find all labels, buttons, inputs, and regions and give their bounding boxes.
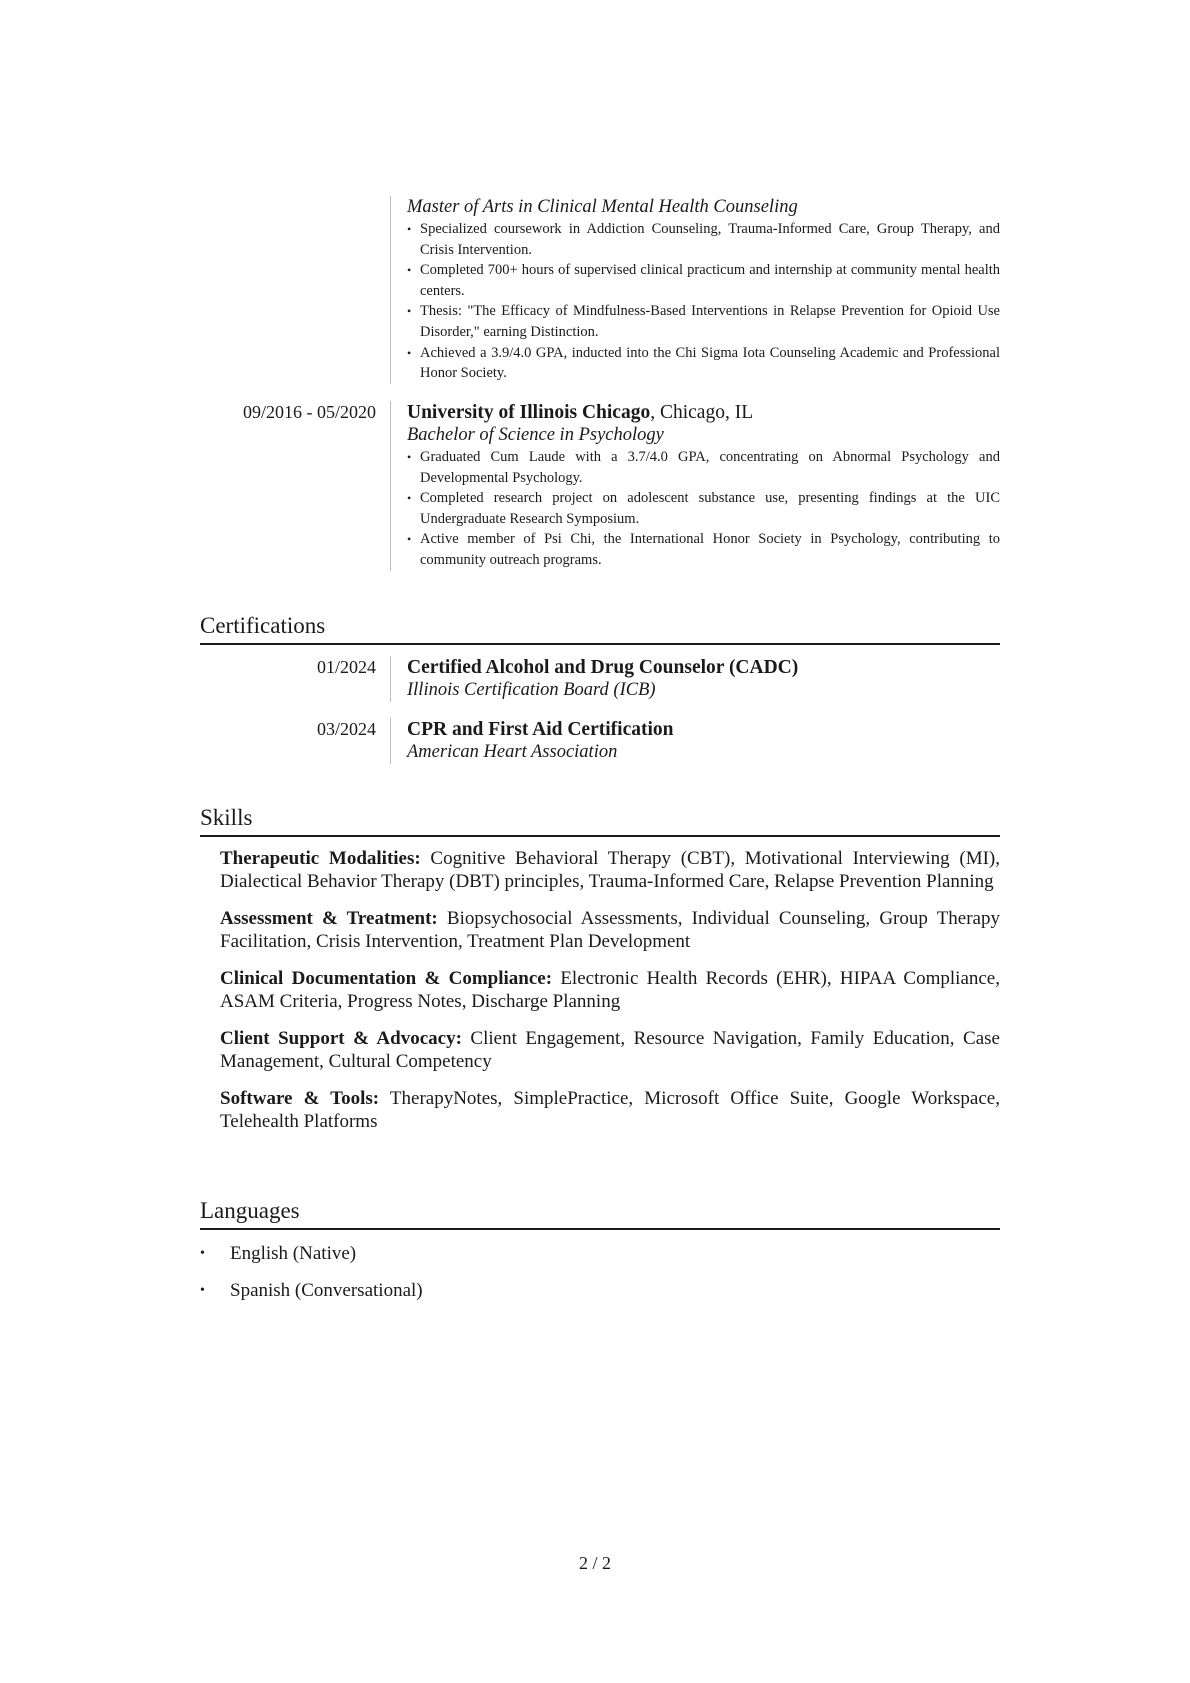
certification-issuer: Illinois Certification Board (ICB) (407, 680, 656, 700)
section-title-skills: Skills (200, 804, 1000, 837)
language-item: • English (Native) (200, 1242, 1000, 1265)
institution-line (407, 401, 1000, 424)
skill-text: TherapyNotes, SimplePractice, Microsoft Office Suite, Google Workspace, Telehealth Platforms (220, 1088, 1000, 1132)
institution-name: University of Illinois Chicago (407, 402, 651, 423)
education-bullets (407, 219, 1000, 384)
bullet-item: • Completed 700+ hours of supervised clinical practicum and internship at community mental health centers. (407, 260, 1000, 301)
languages-list (200, 1242, 1000, 1316)
certification-body (390, 718, 1000, 764)
certification-date: 03/2024 (316, 719, 376, 739)
section-title-certifications: Certifications (200, 612, 1000, 645)
bullet-item: • Achieved a 3.9/4.0 GPA, inducted into the Chi Sigma Iota Counseling Academic and Professional Honor Society. (407, 343, 1000, 384)
language-item: • Spanish (Conversational) (200, 1279, 1000, 1302)
bullet-item: • Graduated Cum Laude with a 3.7/4.0 GPA, concentrating on Abnormal Psychology and Developmental Psychology. (407, 447, 1000, 488)
degree-title: Master of Arts in Clinical Mental Health Counseling (407, 197, 798, 217)
skill-item (220, 967, 1000, 1013)
education-entry-body (390, 196, 1000, 384)
education-entry-body (390, 401, 1000, 571)
skill-item (220, 1027, 1000, 1073)
skill-item (220, 847, 1000, 893)
degree-title: Bachelor of Science in Psychology (407, 425, 664, 445)
skill-label: Therapeutic Modalities: (220, 848, 421, 869)
bullet-item: • Active member of Psi Chi, the International Honor Society in Psychology, contributing to community outreach programs. (407, 529, 1000, 570)
skill-label: Assessment & Treatment: (220, 908, 438, 929)
skills-list (220, 847, 1000, 1147)
certification-date: 01/2024 (316, 657, 376, 677)
skill-text: Cognitive Behavioral Therapy (CBT), Motivational Interviewing (MI), Dialectical Behavior Therapy (DBT) principles, Trauma-Informed Care, Relapse Prevention Planning (220, 848, 1000, 892)
education-bullets (407, 447, 1000, 571)
institution-location: , Chicago, IL (650, 402, 754, 423)
certification-body (390, 656, 1000, 702)
skill-text: Electronic Health Records (EHR), HIPAA Compliance, ASAM Criteria, Progress Notes, Discharge Planning (220, 968, 1000, 1012)
bullet-item: • Specialized coursework in Addiction Counseling, Trauma-Informed Care, Group Therapy, and Crisis Intervention. (407, 219, 1000, 260)
bullet-item: • Completed research project on adolescent substance use, presenting findings at the UIC Undergraduate Research Symposium. (407, 488, 1000, 529)
skill-item (220, 907, 1000, 953)
certification-name: CPR and First Aid Certification (407, 719, 674, 740)
page-number: 2 / 2 (578, 1553, 611, 1573)
bullet-item: • Thesis: "The Efficacy of Mindfulness-Based Interventions in Relapse Prevention for Opioid Use Disorder," earning Distinction. (407, 301, 1000, 342)
skill-text: Client Engagement, Resource Navigation, Family Education, Case Management, Cultural Competency (220, 1028, 1000, 1072)
certification-name: Certified Alcohol and Drug Counselor (CADC) (407, 657, 799, 678)
certification-issuer: American Heart Association (407, 742, 618, 762)
skill-label: Software & Tools: (220, 1088, 380, 1109)
skill-text: Biopsychosocial Assessments, Individual Counseling, Group Therapy Facilitation, Crisis Intervention, Treatment Plan Development (220, 908, 1000, 952)
skill-item (220, 1087, 1000, 1133)
section-title-languages: Languages (200, 1197, 1000, 1230)
education-dates: 09/2016 - 05/2020 (243, 402, 376, 422)
skill-label: Client Support & Advocacy: (220, 1028, 462, 1049)
skill-label: Clinical Documentation & Compliance: (220, 968, 553, 989)
